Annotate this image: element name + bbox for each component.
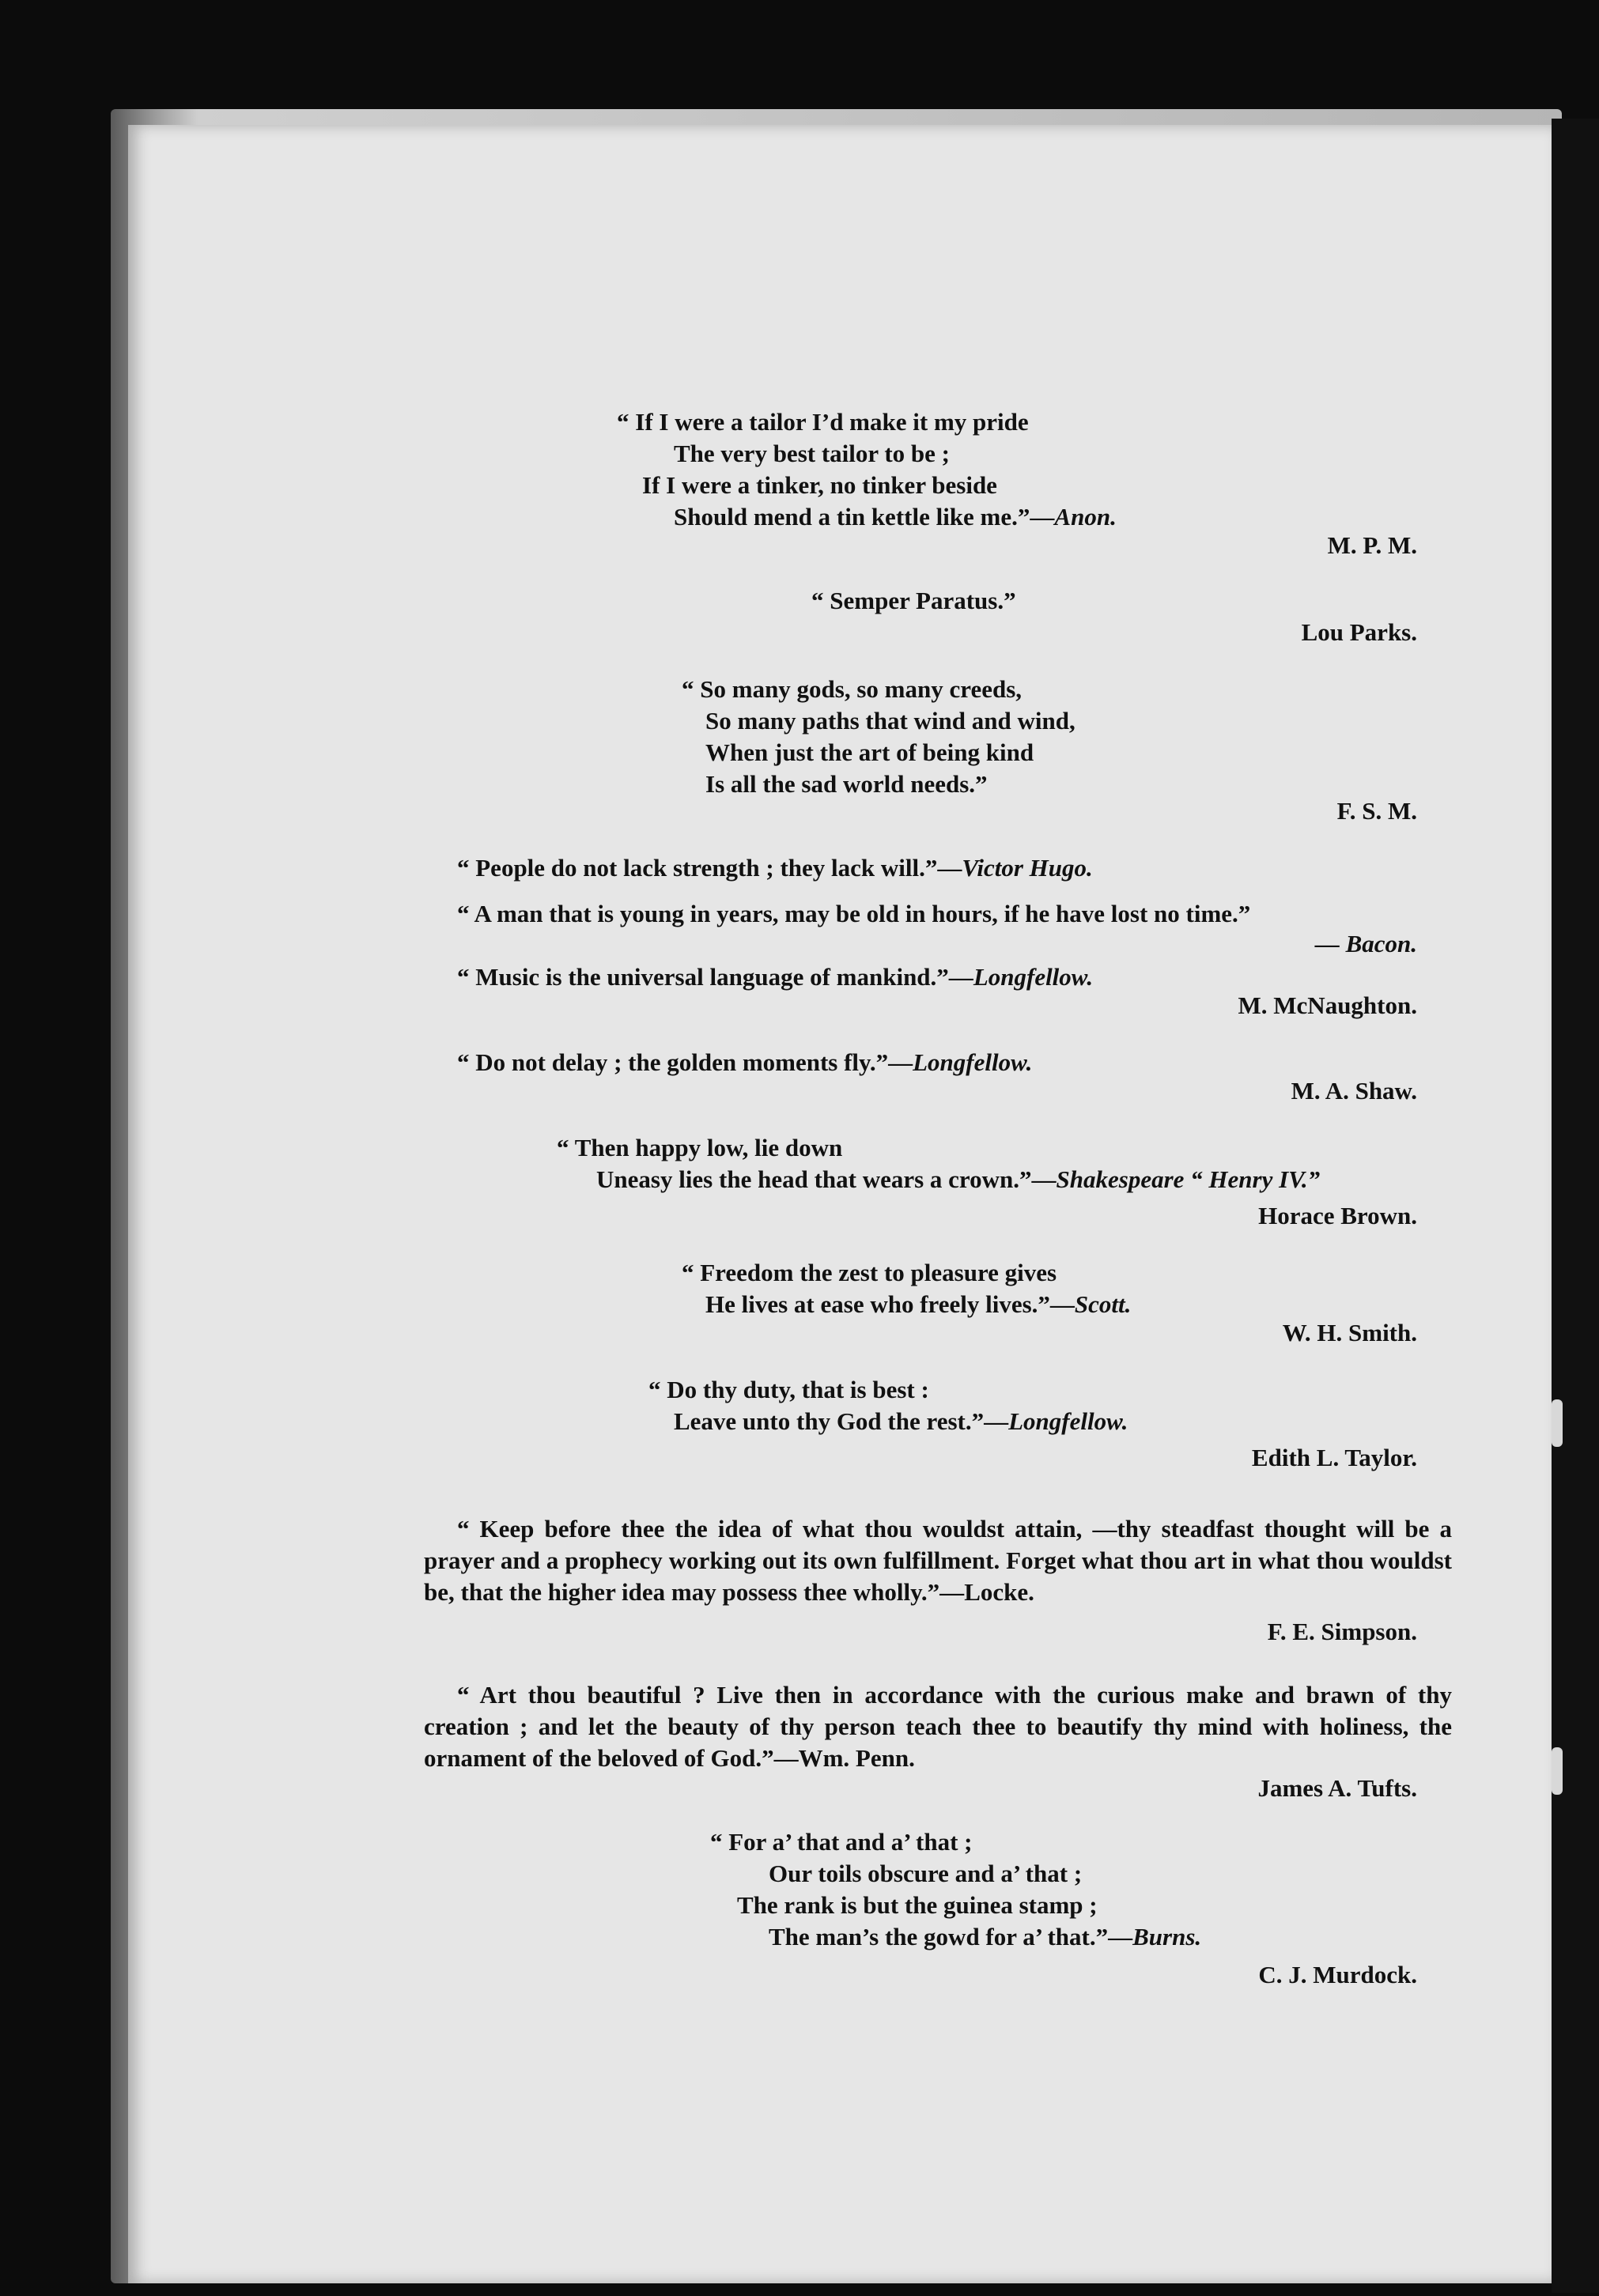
quote-henry-line-2: Uneasy lies the head that wears a crown.”—Shakespeare “ Henry IV.” bbox=[596, 1165, 1321, 1193]
quote-burns-line-1: “ For a’ that and a’ that ; bbox=[710, 1828, 973, 1856]
quote-source-bacon: — Bacon. bbox=[1314, 930, 1417, 957]
quote-semper-paratus: “ Semper Paratus.” bbox=[811, 587, 1016, 614]
quote-burns-line-2: Our toils obscure and a’ that ; bbox=[769, 1860, 1083, 1887]
quote-tailor-line-1: “ If I were a tailor I’d make it my pride bbox=[617, 408, 1029, 436]
quote-locke-paragraph: “ Keep before thee the idea of what thou wouldst attain, —thy steadfast thought will be a prayer and a prophecy working out its own fulfillment. Forget what thou art in what thou wouldst be, that the higher idea may possess thee wholly.”—Locke. bbox=[424, 1515, 1452, 1606]
signature-edith-taylor: Edith L. Taylor. bbox=[1251, 1444, 1417, 1471]
quote-duty-line-2: Leave unto thy God the rest.”—Longfellow. bbox=[674, 1407, 1128, 1435]
quote-source: Anon. bbox=[1054, 503, 1117, 531]
quote-source: Locke. bbox=[964, 1578, 1034, 1606]
quote-source: Longfellow. bbox=[913, 1048, 1033, 1076]
signature-mcnaughton: M. McNaughton. bbox=[1238, 991, 1417, 1019]
quote-delay: “ Do not delay ; the golden moments fly.”—Longfellow. bbox=[457, 1048, 1033, 1076]
quote-source: Wm. Penn. bbox=[798, 1744, 915, 1772]
quote-burns-line-4: The man’s the gowd for a’ that.”—Burns. bbox=[769, 1923, 1202, 1950]
quote-tailor-line-2: The very best tailor to be ; bbox=[674, 440, 950, 467]
quote-henry-line-1: “ Then happy low, lie down bbox=[557, 1134, 843, 1161]
quote-duty-line-1: “ Do thy duty, that is best : bbox=[648, 1376, 929, 1403]
signature-shaw: M. A. Shaw. bbox=[1291, 1077, 1417, 1105]
quote-hugo: “ People do not lack strength ; they lack will.”—Victor Hugo. bbox=[457, 854, 1093, 882]
edge-mark bbox=[1552, 1747, 1563, 1795]
quote-source: Longfellow. bbox=[973, 963, 1094, 991]
quote-burns-line-3: The rank is but the guinea stamp ; bbox=[737, 1891, 1098, 1919]
quote-freedom-line-2: He lives at ease who freely lives.”—Scott. bbox=[705, 1290, 1132, 1318]
quote-tailor-line-4: Should mend a tin kettle like me.”—Anon. bbox=[674, 503, 1117, 531]
quote-source: Victor Hugo. bbox=[962, 854, 1093, 882]
quote-tailor-line-3: If I were a tinker, no tinker beside bbox=[642, 471, 997, 499]
quote-source: Burns. bbox=[1132, 1923, 1202, 1950]
quote-gods-line-1: “ So many gods, so many creeds, bbox=[682, 675, 1023, 703]
quote-source: Longfellow. bbox=[1008, 1407, 1128, 1435]
quote-gods-line-3: When just the art of being kind bbox=[705, 738, 1034, 766]
quote-bacon: “ A man that is young in years, may be old in hours, if he have lost no time.” bbox=[457, 900, 1251, 927]
signature-fe-simpson: F. E. Simpson. bbox=[1267, 1618, 1417, 1645]
facing-page-edge bbox=[1552, 119, 1599, 2293]
quote-gods-line-4: Is all the sad world needs.” bbox=[705, 770, 988, 798]
signature-horace-brown: Horace Brown. bbox=[1258, 1202, 1417, 1229]
quote-source: Shakespeare “ Henry IV.” bbox=[1056, 1165, 1321, 1193]
quote-music: “ Music is the universal language of mankind.”—Longfellow. bbox=[457, 963, 1094, 991]
signature-fsm: F. S. M. bbox=[1336, 797, 1417, 825]
signature-mpm: M. P. M. bbox=[1327, 531, 1417, 559]
quote-freedom-line-1: “ Freedom the zest to pleasure gives bbox=[682, 1259, 1057, 1286]
signature-cj-murdock: C. J. Murdock. bbox=[1258, 1961, 1417, 1988]
signature-james-tufts: James A. Tufts. bbox=[1257, 1774, 1417, 1802]
quote-source: Scott. bbox=[1074, 1290, 1132, 1318]
edge-mark bbox=[1552, 1399, 1563, 1447]
signature-lou-parks: Lou Parks. bbox=[1301, 618, 1417, 646]
quote-penn-paragraph: “ Art thou beautiful ? Live then in accordance with the curious make and brawn of thy creation ; and let the beauty of thy person teach thee to beautify thy mind with holiness, the ornament of the beloved of God.”—Wm. Penn. bbox=[424, 1681, 1452, 1772]
quote-gods-line-2: So many paths that wind and wind, bbox=[705, 707, 1075, 734]
signature-wh-smith: W. H. Smith. bbox=[1282, 1319, 1417, 1346]
